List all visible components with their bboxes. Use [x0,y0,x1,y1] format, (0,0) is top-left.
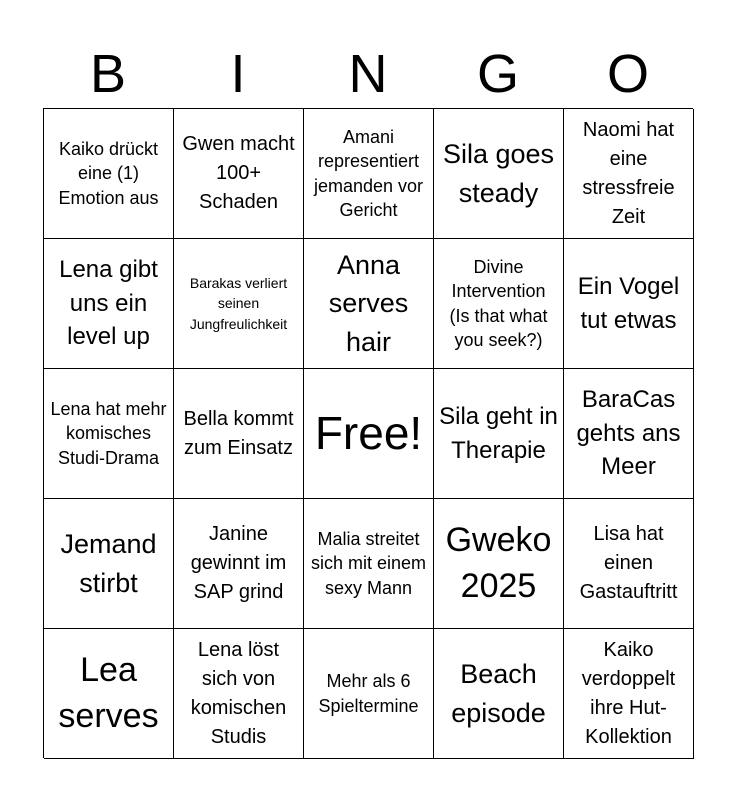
bingo-cell-r1-c1[interactable] [44,109,174,239]
cell-label: Sila geht in Therapie [439,402,558,464]
bingo-cell-r5-c5[interactable] [564,629,694,759]
bingo-cell-r4-c4[interactable] [434,499,564,629]
header-letter-i: I [230,44,246,104]
bingo-cell-r4-c2[interactable] [174,499,304,629]
cell-label: Beach episode [451,659,546,728]
cell-label: Ein Vogel tut etwas [577,272,680,334]
bingo-cell-r5-c1[interactable] [44,629,174,759]
bingo-cell-r5-c2[interactable] [174,629,304,759]
cell-label: Sila goes steady [442,139,555,208]
bingo-cell-r3-c5[interactable] [564,369,694,499]
cell-label: Kaiko verdoppelt ihre Hut-Kollektion [581,638,676,748]
cell-label: Jemand stirbt [60,529,157,598]
cell-label: Anna serves hair [328,250,409,357]
bingo-cell-r3-c4[interactable] [434,369,564,499]
bingo-cell-r3-c1[interactable] [44,369,174,499]
bingo-cell-r2-c3[interactable] [304,239,434,369]
bingo-board [43,108,693,758]
bingo-cell-r1-c5[interactable] [564,109,694,239]
cell-label: Mehr als 6 Spieltermine [318,671,419,716]
header-letter-o: O [606,44,649,104]
cell-label: Bella kommt zum Einsatz [183,407,294,459]
bingo-cell-free[interactable] [304,369,434,499]
cell-label: Lena gibt uns ein level up [59,256,158,351]
header-letter-g: G [476,44,519,104]
bingo-cell-r3-c2[interactable] [174,369,304,499]
bingo-cell-r4-c3[interactable] [304,499,434,629]
cell-label: BaraCas gehts ans Meer [576,386,681,481]
cell-label: Lisa hat einen Gastauftritt [579,523,678,603]
bingo-cell-r2-c1[interactable] [44,239,174,369]
cell-label: Naomi hat eine stressfreie Zeit [582,118,675,228]
cell-label: Lea serves [58,651,159,735]
cell-label: Janine gewinnt im SAP grind [190,523,287,603]
cell-label: Kaiko drückt eine (1) Emotion aus [58,139,159,208]
bingo-header [43,40,693,108]
bingo-cell-r1-c3[interactable] [304,109,434,239]
cell-label: Barakas verliert seinen Jungfreulichkeit [189,275,288,332]
bingo-cell-r4-c1[interactable] [44,499,174,629]
cell-label: Gweko 2025 [445,521,552,605]
cell-label: Lena löst sich von komischen Studis [190,638,287,748]
bingo-cell-r1-c2[interactable] [174,109,304,239]
bingo-cell-r1-c4[interactable] [434,109,564,239]
bingo-cell-r2-c2[interactable] [174,239,304,369]
cell-label: Divine Intervention (Is that what you seek?) [449,256,548,350]
cell-label: Malia streitet sich mit einem sexy Mann [310,529,427,598]
bingo-cell-r2-c4[interactable] [434,239,564,369]
cell-label: Gwen macht 100+ Schaden [182,133,295,213]
bingo-cell-r4-c5[interactable] [564,499,694,629]
bingo-cell-r2-c5[interactable] [564,239,694,369]
bingo-cell-r5-c4[interactable] [434,629,564,759]
cell-label: Lena hat mehr komisches Studi-Drama [50,399,167,468]
header-letter-n: N [348,44,388,104]
cell-label: Amani representiert jemanden vor Gericht [313,126,424,220]
header-letter-b: B [89,44,127,104]
free-space-label: Free! [314,406,423,459]
bingo-cell-r5-c3[interactable] [304,629,434,759]
